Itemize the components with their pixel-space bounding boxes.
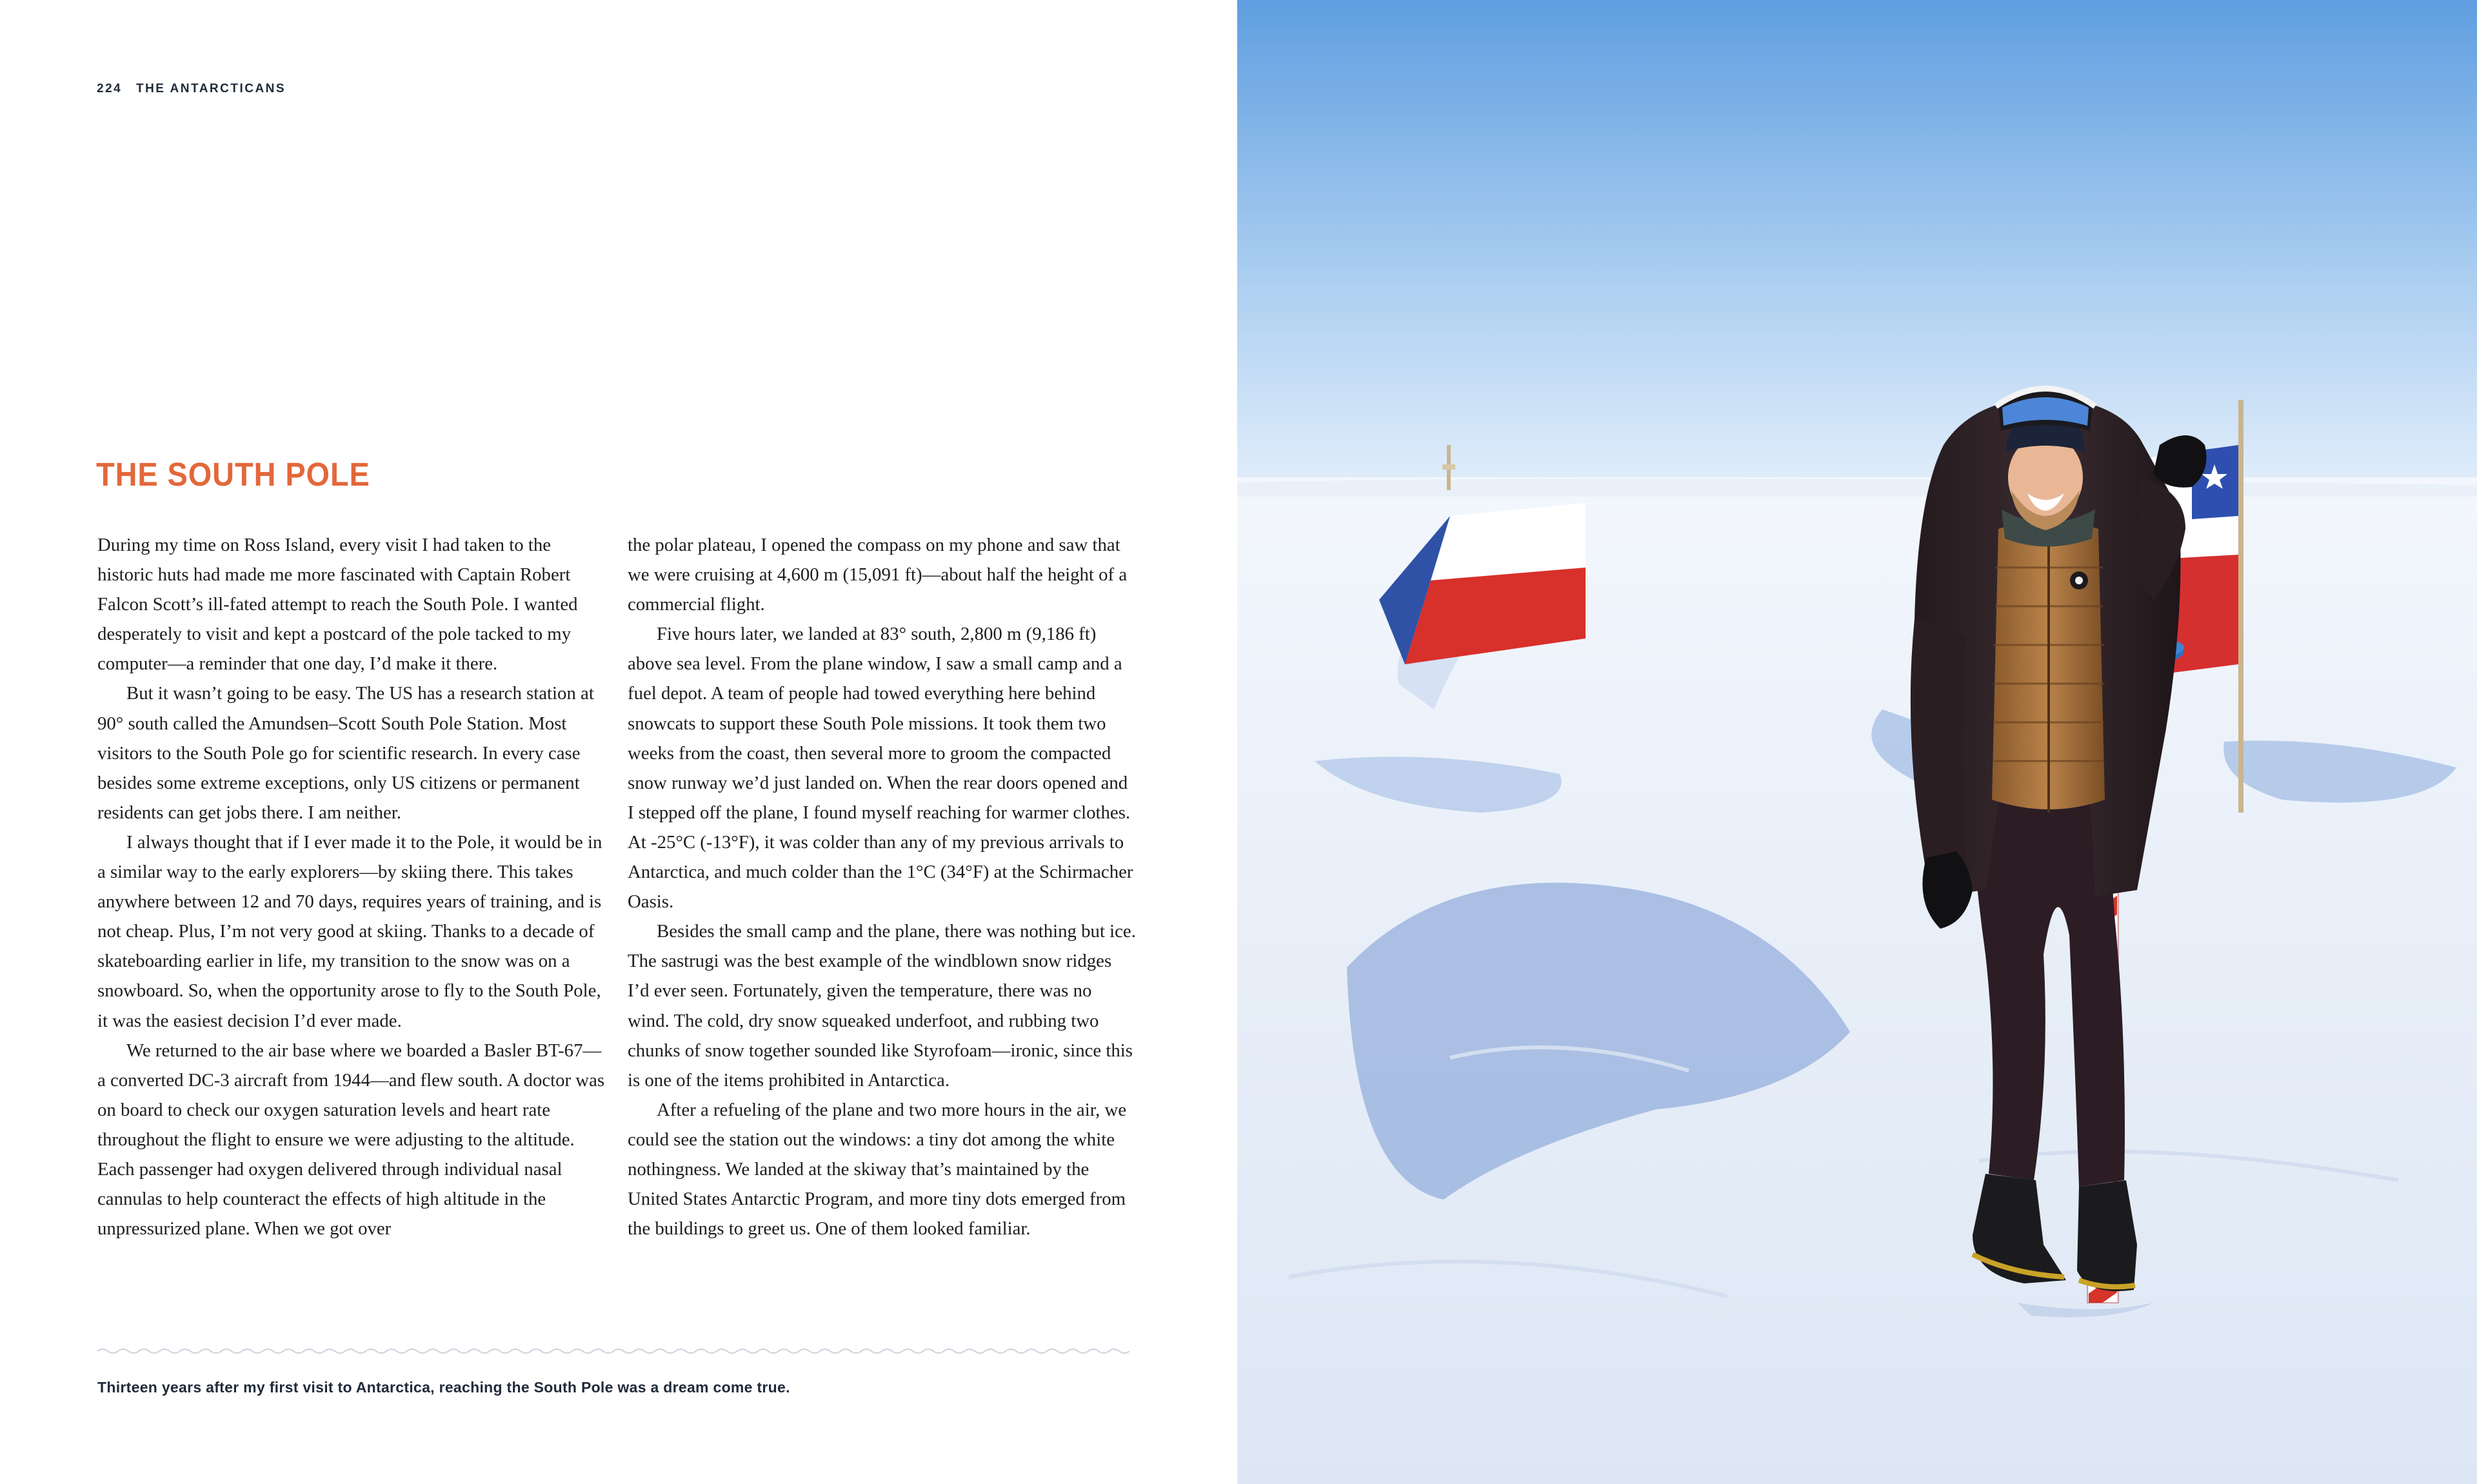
body-column-2 bbox=[628, 530, 1137, 1243]
paragraph: Besides the small camp and the plane, there was nothing but ice. The sastrugi was the best example of the windblown snow ridges I’d ever seen. Fortunately, given the temperature, there was no wind. The cold, dry snow squeaked underfoot, and rubbing two chunks of snow together sounded like Styrofoam—ironic, since this is one of the items prohibited in Antarctica. bbox=[628, 921, 1136, 1091]
photo-illustration bbox=[1237, 0, 2477, 1484]
paragraph: After a refueling of the plane and two more hours in the air, we could see the station out the windows: a tiny dot among the white nothingness. We landed at the skiway that’s maintained by the United States Antarctic Program, and more tiny dots emerged from the buildings to greet us. One of them looked familiar. bbox=[628, 1099, 1127, 1240]
body-column-1 bbox=[97, 530, 607, 1243]
paragraph: Five hours later, we landed at 83° south, 2,800 m (9,186 ft) above sea level. From the plane window, I saw a small camp and a fuel depot. A team of people had towed everything here behind snowcats to support these South Pole missions. It took them two weeks from the coast, then several more to groom the compacted snow runway we’d just landed on. When the rear doors opened and I stepped off the plane, I found myself reaching for warmer clothes. At -25°C (-13°F), it was colder than any of my previous arrivals to Antarctica, and much colder than the 1°C (34°F) at the Schirmacher Oasis. bbox=[628, 624, 1133, 913]
paragraph: But it wasn’t going to be easy. The US has a research station at 90° south called the Amundsen–Scott South Pole Station. Most visitors to the South Pole go for scientific research. In every case besides some extreme exceptions, only US citizens or permanent residents can get jobs there. I am neither. bbox=[97, 683, 594, 823]
running-title: THE ANTARCTICANS bbox=[135, 82, 286, 95]
paragraph: I always thought that if I ever made it to the Pole, it would be in a similar way to the early explorers—by skiing there. This takes anywhere between 12 and 70 days, requires years of training, and is not cheap. Plus, I’m not very good at skiing. Thanks to a decade of skateboarding earlier in life, my transition to the snow was on a snowboard. So, when the opportunity arose to fly to the South Pole, it was the easiest decision I’d ever made. bbox=[97, 831, 602, 1031]
photo-south-pole bbox=[1237, 0, 2477, 1484]
paragraph: We returned to the air base where we boarded a Basler BT-67—a converted DC-3 aircraft from 1944—and flew south. A doctor was on board to check our oxygen saturation levels and heart rate throughout the flight to ensure we were adjusting to the altitude. Each passenger had oxygen delivered through individual nasal cannulas to help counteract the effects of high altitude in the unpressurized plane. When we got over bbox=[97, 1040, 605, 1240]
section-title: THE SOUTH POLE bbox=[96, 456, 370, 493]
wavy-divider bbox=[97, 1347, 1129, 1356]
page-number: 224 bbox=[97, 82, 123, 95]
paragraph: During my time on Ross Island, every visit I had taken to the historic huts had made me more fascinated with Captain Robert Falcon Scott’s ill-fated attempt to reach the South Pole. I wanted desperately to visit and kept a postcard of the pole tacked to my computer—a reminder that one day, I’d make it there. bbox=[97, 535, 578, 675]
left-page bbox=[0, 0, 1237, 1484]
photo-caption: Thirteen years after my first visit to Antarctica, reaching the South Pole was a dream come true. bbox=[97, 1379, 790, 1396]
running-header bbox=[97, 82, 286, 96]
paragraph: the polar plateau, I opened the compass on my phone and saw that we were cruising at 4,600 m (15,091 ft)—about half the height of a commercial flight. bbox=[628, 535, 1128, 615]
